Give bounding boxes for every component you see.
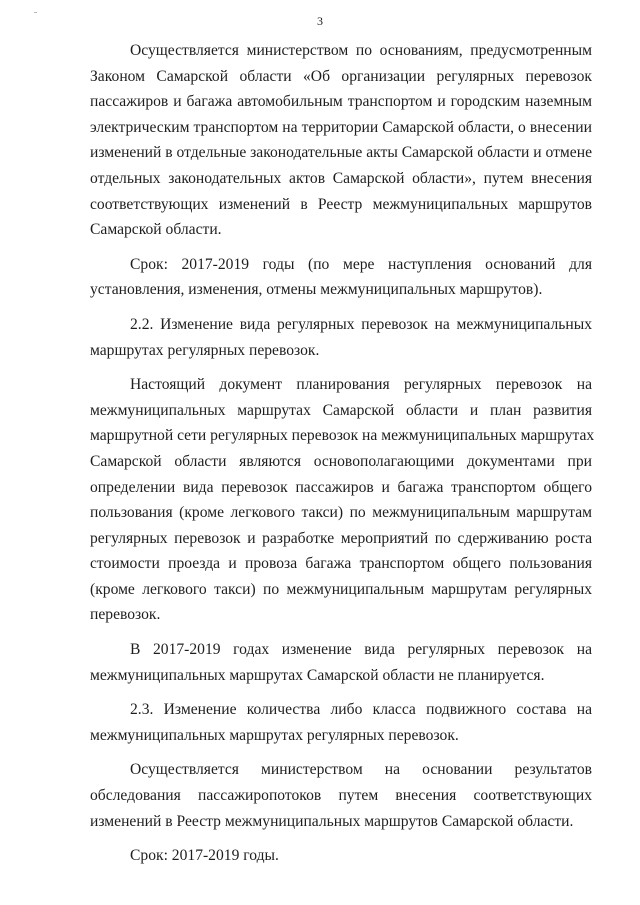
section-heading-2-2 xyxy=(90,312,592,363)
text-line: изменений в отдельные законодательные акты Самарской области и отмене xyxy=(90,144,592,162)
text-line: соответствующих изменений в Реестр межмуниципальных маршрутов xyxy=(90,195,592,213)
paragraph-7 xyxy=(90,757,592,834)
paragraph-2 xyxy=(90,252,592,303)
paragraph-1 xyxy=(90,38,592,243)
text-line: Самарской области являются основополагающими документами при xyxy=(90,452,592,470)
text-line: Законом Самарской области «Об организации регулярных перевозок xyxy=(90,67,592,85)
text-line: маршрутной сети регулярных перевозок на межмуниципальных маршрутах xyxy=(90,427,595,445)
text-line: перевозок. xyxy=(90,606,161,624)
section-heading-2-3 xyxy=(90,697,592,748)
text-line: межмуниципальных маршрутах Самарской области и план развития xyxy=(90,401,592,419)
text-line: пользования (кроме легкового такси) по межмуниципальным маршрутам xyxy=(90,504,592,522)
text-line: (кроме легкового такси) по межмуниципальным маршрутам регулярных xyxy=(90,580,592,598)
paragraph-5 xyxy=(90,637,592,688)
text-line: маршрутах регулярных перевозок. xyxy=(90,341,320,359)
text-line: В 2017-2019 годах изменение вида регулярных перевозок на xyxy=(130,641,592,659)
text-line: 2.3. Изменение количества либо класса подвижного состава на xyxy=(130,701,592,719)
text-line: электрическим транспортом на территории Самарской области, о внесении xyxy=(90,118,592,136)
page-number: 3 xyxy=(317,14,323,28)
text-line: Срок: 2017-2019 годы. xyxy=(130,847,279,865)
text-line: межмуниципальных маршрутах Самарской области не планируется. xyxy=(90,666,545,684)
text-line: изменений в Реестр межмуниципальных маршрутов Самарской области. xyxy=(90,812,574,830)
paragraph-8 xyxy=(90,843,592,869)
text-line: регулярных перевозок и разработке мероприятий по сдерживанию роста xyxy=(90,529,592,547)
paragraph-4 xyxy=(90,372,595,628)
text-line: Срок: 2017-2019 годы (по мере наступления оснований для xyxy=(130,255,592,273)
text-line: установления, изменения, отмены межмуниципальных маршрутов). xyxy=(90,281,543,299)
text-line: отдельных законодательных актов Самарской области», путем внесения xyxy=(90,169,592,187)
text-line: Самарской области. xyxy=(90,221,222,239)
text-line: Настоящий документ планирования регулярных перевозок на xyxy=(130,376,592,394)
text-line: 2.2. Изменение вида регулярных перевозок на межмуниципальных xyxy=(130,315,592,333)
text-line: пассажиров и багажа автомобильным транспортом и городским наземным xyxy=(90,93,592,111)
text-line: обследования пассажиропотоков путем внесения соответствующих xyxy=(90,787,592,805)
scan-artifact xyxy=(34,12,37,13)
text-line: Осуществляется министерством на основании результатов xyxy=(130,761,592,779)
text-line: Осуществляется министерством по основаниям, предусмотренным xyxy=(130,42,592,59)
text-line: определении вида перевозок пассажиров и багажа транспортом общего xyxy=(90,478,592,496)
text-line: стоимости проезда и провоза багажа транспортом общего пользования xyxy=(90,555,592,573)
text-line: межмуниципальных маршрутах регулярных перевозок. xyxy=(90,726,459,744)
document-body xyxy=(90,38,595,878)
